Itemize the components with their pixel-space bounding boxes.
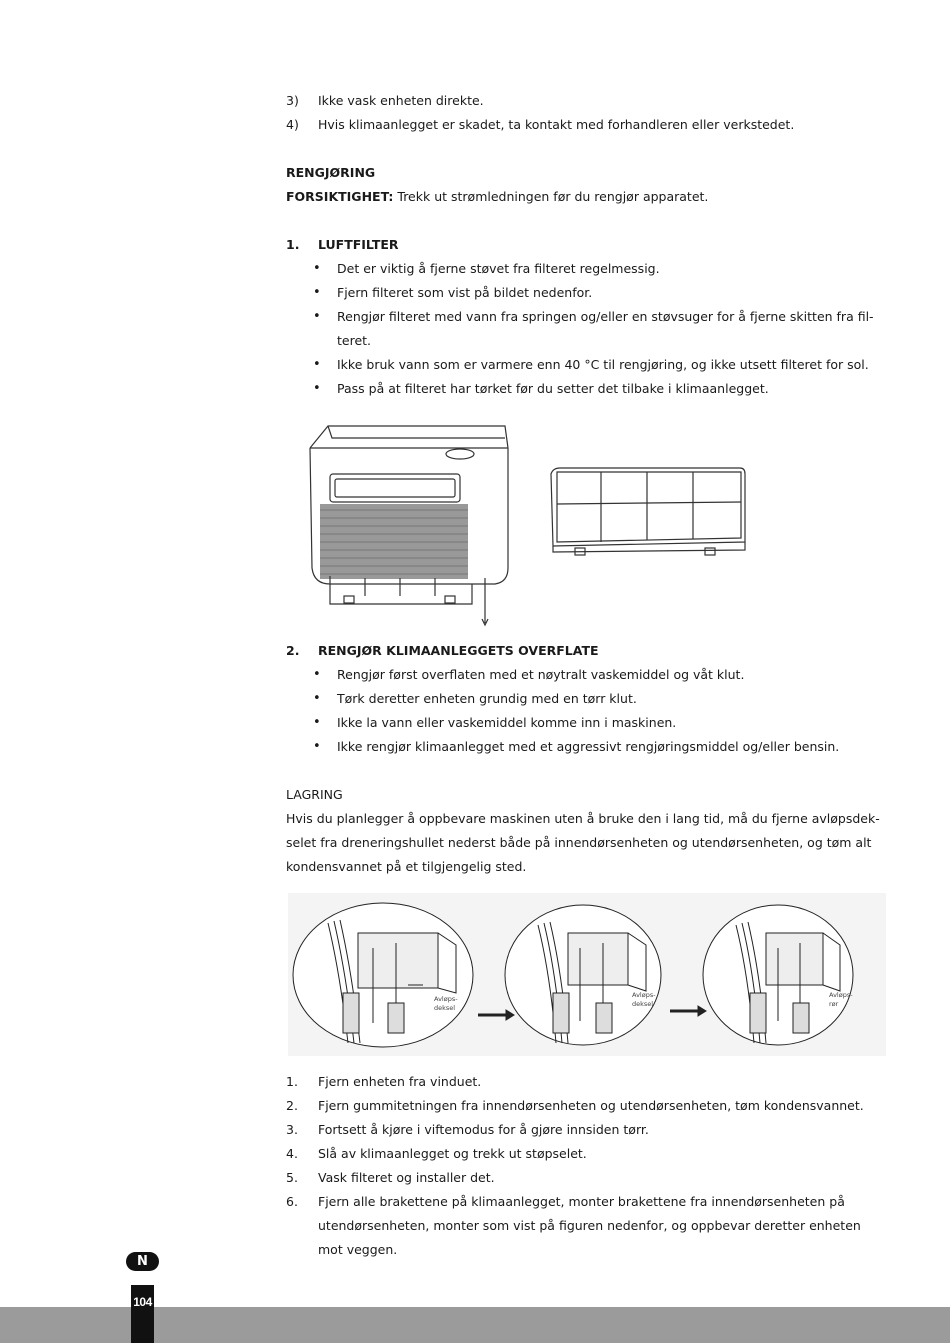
bullet-dot: • bbox=[313, 667, 321, 682]
air-filter-bullet: Ikke bruk vann som er varmere enn 40 °C til rengjøring, og ikke utsett filteret for sol. bbox=[337, 357, 869, 372]
drain-label: Avløps- bbox=[829, 991, 853, 999]
air-filter-bullet: Pass på at filteret har tørket før du setter det tilbake i klimaanlegget. bbox=[337, 381, 769, 396]
air-conditioner-illustration bbox=[300, 418, 530, 630]
step-text: Fortsett å kjøre i viftemodus for å gjøre innsiden tørr. bbox=[318, 1122, 649, 1137]
step-text-continuation: utendørsenheten, monter som vist på figuren nedenfor, og oppbevar deretter enheten bbox=[318, 1218, 861, 1233]
storage-text-line: selet fra dreneringshullet nederst både på innendørsenheten og utendørsenheten, og tøm alt bbox=[286, 835, 872, 850]
step-number: 6. bbox=[286, 1194, 298, 1209]
step-text: Vask filteret og installer det. bbox=[318, 1170, 495, 1185]
drain-label: deksel bbox=[434, 1004, 456, 1012]
air-filter-bullet: Fjern filteret som vist på bildet nedenfor. bbox=[337, 285, 593, 300]
step-text: Fjern alle brakettene på klimaanlegget, monter brakettene fra innendørsenheten på bbox=[318, 1194, 845, 1209]
page-number: 104 bbox=[133, 1295, 152, 1309]
storage-text-line: kondensvannet på et tilgjengelig sted. bbox=[286, 859, 527, 874]
drain-label: Avløps- bbox=[434, 995, 458, 1003]
step-text: Fjern gummitetningen fra innendørsenheten og utendørsenheten, tøm kondensvannet. bbox=[318, 1098, 864, 1113]
storage-text-line: Hvis du planlegger å oppbevare maskinen uten å bruke den i lang tid, må du fjerne avløpsdek- bbox=[286, 811, 880, 826]
caution-label: FORSIKTIGHET: bbox=[286, 189, 394, 204]
surface-bullet: Ikke la vann eller vaskemiddel komme inn i maskinen. bbox=[337, 715, 677, 730]
storage-heading: LAGRING bbox=[286, 787, 343, 802]
surface-bullet: Tørk deretter enheten grundig med en tørr klut. bbox=[337, 691, 637, 706]
page-number-tab bbox=[131, 1285, 154, 1343]
bullet-dot: • bbox=[313, 381, 321, 396]
step-number: 2. bbox=[286, 1098, 298, 1113]
language-badge: N bbox=[126, 1252, 159, 1271]
air-filter-title: LUFTFILTER bbox=[318, 237, 399, 252]
filter-illustration bbox=[545, 464, 750, 569]
drain-label: deksel bbox=[632, 1000, 654, 1008]
bullet-dot: • bbox=[313, 691, 321, 706]
caution-text: Trekk ut strømledningen før du rengjør apparatet. bbox=[393, 189, 709, 204]
surface-bullet: Rengjør først overflaten med et nøytralt vaskemiddel og våt klut. bbox=[337, 667, 745, 682]
step-text: Slå av klimaanlegget og trekk ut støpselet. bbox=[318, 1146, 587, 1161]
bullet-dot: • bbox=[313, 261, 321, 276]
step-number: 5. bbox=[286, 1170, 298, 1185]
cleaning-heading: RENGJØRING bbox=[286, 165, 376, 180]
air-filter-bullet: Rengjør filteret med vann fra springen og/eller en støvsuger for å fjerne skitten fra fil- bbox=[337, 309, 874, 324]
surface-bullet: Ikke rengjør klimaanlegget med et aggressivt rengjøringsmiddel og/eller bensin. bbox=[337, 739, 840, 754]
bullet-dot: • bbox=[313, 285, 321, 300]
bullet-dot: • bbox=[313, 715, 321, 730]
step-text: Fjern enheten fra vinduet. bbox=[318, 1074, 482, 1089]
air-filter-bullet: Det er viktig å fjerne støvet fra filteret regelmessig. bbox=[337, 261, 660, 276]
surface-number: 2. bbox=[286, 643, 300, 658]
intro-item-text: Hvis klimaanlegget er skadet, ta kontakt med forhandleren eller verkstedet. bbox=[318, 117, 795, 132]
surface-title: RENGJØR KLIMAANLEGGETS OVERFLATE bbox=[318, 643, 599, 658]
caution-line bbox=[286, 189, 708, 205]
drain-label: rør bbox=[829, 1000, 839, 1008]
bullet-dot: • bbox=[313, 309, 321, 324]
intro-item-number: 4) bbox=[286, 117, 299, 132]
drain-illustration bbox=[288, 893, 886, 1056]
drain-label: Avløps- bbox=[632, 991, 656, 999]
step-number: 1. bbox=[286, 1074, 298, 1089]
intro-item-number: 3) bbox=[286, 93, 299, 108]
bullet-dot: • bbox=[313, 739, 321, 754]
intro-item-text: Ikke vask enheten direkte. bbox=[318, 93, 484, 108]
bullet-dot: • bbox=[313, 357, 321, 372]
step-text-continuation: mot veggen. bbox=[318, 1242, 398, 1257]
air-filter-number: 1. bbox=[286, 237, 300, 252]
step-number: 4. bbox=[286, 1146, 298, 1161]
air-filter-bullet-continuation: teret. bbox=[337, 333, 372, 348]
step-number: 3. bbox=[286, 1122, 298, 1137]
